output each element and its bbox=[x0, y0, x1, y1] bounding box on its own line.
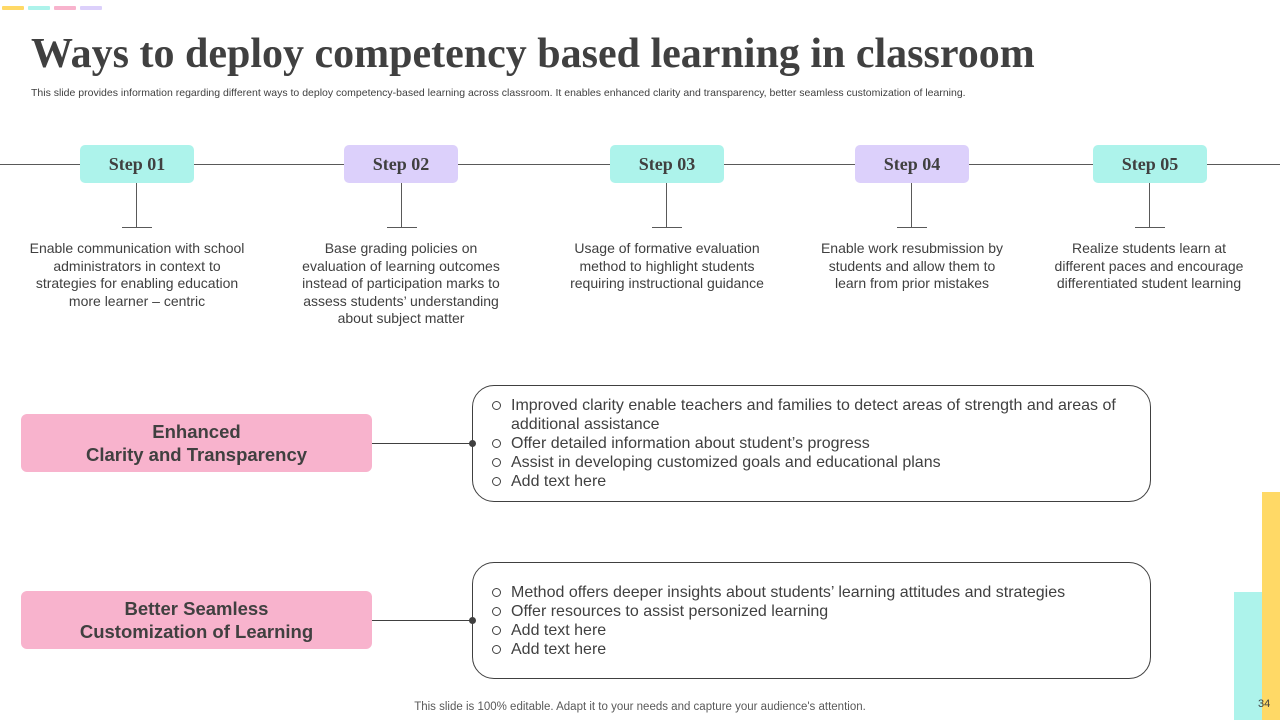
list-item: Improved clarity enable teachers and families to detect areas of strength and areas of additional assistance bbox=[491, 396, 1120, 434]
circle-bullet-icon bbox=[492, 607, 501, 616]
page-subtitle: This slide provides information regarding different ways to deploy competency-based learning across classroom. It enables enhanced clarity and transparency, better seamless customization of learning. bbox=[31, 87, 966, 99]
step-03-description: Usage of formative evaluation method to highlight students requiring instructional guidance bbox=[570, 240, 764, 292]
benefit-2-title-line2: Customization of Learning bbox=[79, 621, 314, 642]
circle-bullet-icon bbox=[492, 626, 501, 635]
step-01-connector bbox=[136, 183, 137, 227]
benefit-seamless-customization bbox=[21, 591, 372, 649]
benefit-1-title-line1: Enhanced bbox=[152, 421, 241, 442]
step-04-connector-base bbox=[897, 227, 927, 228]
accent-bar-teal bbox=[28, 6, 50, 10]
benefit-2-connector bbox=[372, 620, 472, 621]
circle-bullet-icon bbox=[492, 401, 501, 410]
benefit-2-title-line1: Better Seamless bbox=[124, 598, 269, 619]
page-title: Ways to deploy competency based learning in classroom bbox=[31, 31, 1035, 77]
step-02-badge: Step 02 bbox=[344, 145, 458, 183]
page-number: 34 bbox=[1258, 698, 1271, 710]
list-item: Add text here bbox=[491, 621, 1120, 640]
circle-bullet-icon bbox=[492, 458, 501, 467]
step-03-connector bbox=[666, 183, 667, 227]
footer-note: This slide is 100% editable. Adapt it to your needs and capture your audience's attention. bbox=[414, 701, 866, 713]
list-item: Offer detailed information about student’s progress bbox=[491, 434, 1120, 453]
step-05-description: Realize students learn at different paces and encourage differentiated student learning bbox=[1054, 240, 1244, 292]
step-05-badge: Step 05 bbox=[1093, 145, 1207, 183]
list-item: Add text here bbox=[491, 640, 1120, 659]
step-01-badge: Step 01 bbox=[80, 145, 194, 183]
circle-bullet-icon bbox=[492, 588, 501, 597]
step-04-description: Enable work resubmission by students and allow them to learn from prior mistakes bbox=[820, 240, 1004, 292]
accent-bar-pink bbox=[54, 6, 76, 10]
benefit-clarity-transparency bbox=[21, 414, 372, 472]
list-item: Add text here bbox=[491, 472, 1120, 491]
accent-bar-lavender bbox=[80, 6, 102, 10]
step-03-connector-base bbox=[652, 227, 682, 228]
circle-bullet-icon bbox=[492, 645, 501, 654]
step-02-description: Base grading policies on evaluation of learning outcomes instead of participation marks to assess students’ understanding about subject matter bbox=[302, 240, 500, 327]
step-01-connector-base bbox=[122, 227, 152, 228]
circle-bullet-icon bbox=[492, 439, 501, 448]
step-05-connector-base bbox=[1135, 227, 1165, 228]
benefit-1-details bbox=[472, 385, 1151, 502]
step-05-connector bbox=[1149, 183, 1150, 227]
list-item: Offer resources to assist personized learning bbox=[491, 602, 1120, 621]
step-02-connector bbox=[401, 183, 402, 227]
list-item: Method offers deeper insights about students’ learning attitudes and strategies bbox=[491, 583, 1120, 602]
benefit-1-title-line2: Clarity and Transparency bbox=[85, 444, 308, 465]
circle-bullet-icon bbox=[492, 477, 501, 486]
step-03-badge: Step 03 bbox=[610, 145, 724, 183]
list-item: Assist in developing customized goals and educational plans bbox=[491, 453, 1120, 472]
benefit-1-connector bbox=[372, 443, 472, 444]
decor-yellow-block bbox=[1262, 492, 1280, 720]
step-02-connector-base bbox=[387, 227, 417, 228]
benefit-2-details bbox=[472, 562, 1151, 679]
step-01-description: Enable communication with school administrators in context to strategies for enabling education more learner – centric bbox=[29, 240, 245, 309]
step-04-connector bbox=[911, 183, 912, 227]
accent-bar-yellow bbox=[2, 6, 24, 10]
step-04-badge: Step 04 bbox=[855, 145, 969, 183]
